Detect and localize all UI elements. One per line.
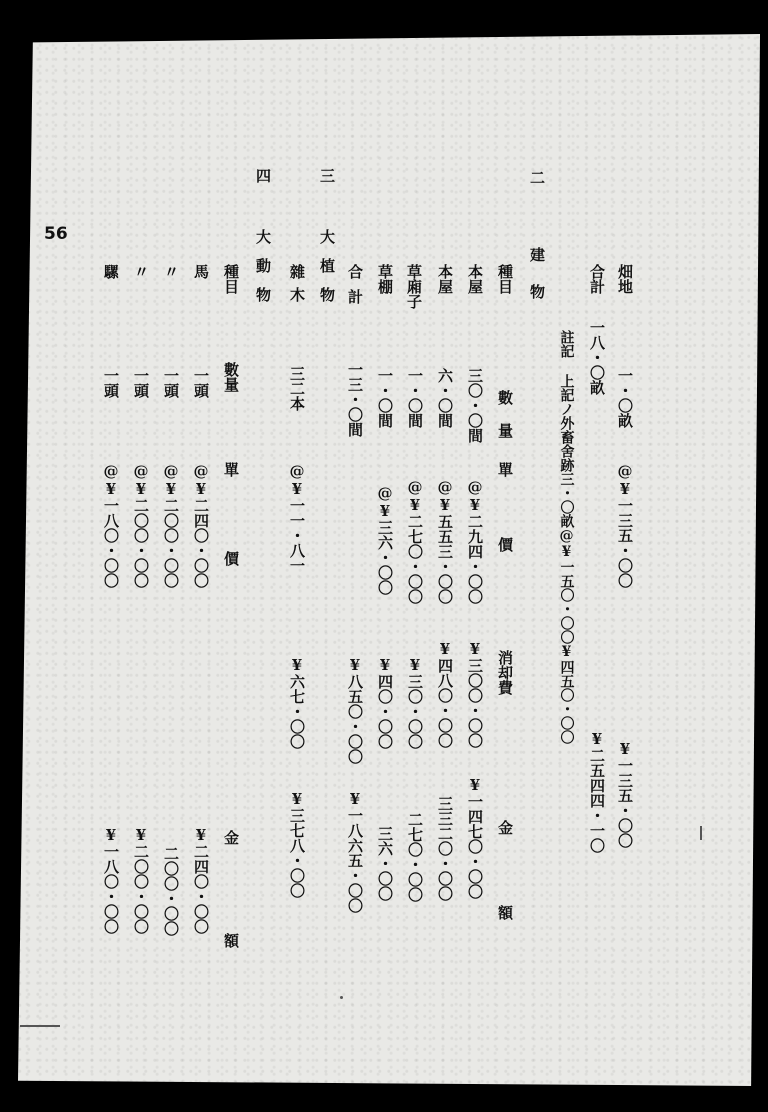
animal-unit-price: @¥二〇〇・〇〇	[132, 462, 150, 588]
animal-header-amount: 金額	[222, 830, 240, 1036]
building-qty: 一・〇間	[376, 368, 394, 428]
building-depreciation: ¥八五〇・〇〇	[346, 656, 364, 764]
animal-kind: 〃	[132, 264, 150, 279]
section-heading-buildings: 二 建物	[528, 170, 546, 321]
building-kind: 草廂子	[405, 264, 423, 309]
building-depreciation: ¥三〇・〇〇	[406, 656, 424, 749]
field-row-amount: ¥一三五・〇〇	[616, 740, 634, 848]
building-amount: 二七〇・〇〇	[406, 812, 424, 902]
scan-dot	[340, 996, 343, 999]
animal-qty: 一頭	[192, 368, 210, 398]
field-row-rate: @¥一三五・〇〇	[616, 462, 634, 588]
animal-unit-price: @¥二〇〇・〇〇	[162, 462, 180, 588]
building-amount: ¥一八六五・〇〇	[346, 790, 364, 913]
building-unit-price: @¥五五三・〇〇	[436, 478, 454, 604]
plant-amount: ¥三七八・〇〇	[288, 790, 306, 898]
animal-header-unit-price: 單價	[222, 462, 240, 640]
section-heading-plants: 三 大植物	[318, 168, 336, 316]
animal-unit-price: @¥一八〇・〇〇	[102, 462, 120, 588]
animal-amount: 二〇〇・〇〇	[162, 846, 180, 936]
building-qty: 一・〇間	[406, 368, 424, 428]
animal-qty: 一頭	[132, 368, 150, 398]
building-unit-price: @¥三六・〇〇	[376, 484, 394, 595]
building-depreciation: ¥四八〇・〇〇	[436, 640, 454, 748]
plant-qty: 三二本	[288, 366, 306, 411]
scan-mark	[700, 826, 702, 840]
building-depreciation: ¥三〇〇・〇〇	[466, 640, 484, 748]
header-amount: 金額	[496, 820, 514, 990]
plant-kind: 雜木	[288, 264, 306, 310]
building-unit-price: @¥二九四・〇〇	[466, 478, 484, 604]
animal-amount: ¥一八〇・〇〇	[102, 826, 120, 934]
building-amount: ¥一四七〇・〇〇	[466, 776, 484, 899]
building-qty: 三〇・〇間	[466, 368, 484, 443]
field-row-quantity: 一・〇畝	[616, 368, 634, 428]
animal-amount: ¥二〇〇・〇〇	[132, 826, 150, 934]
total-row-label: 合計	[588, 264, 606, 294]
scan-mark	[20, 1025, 60, 1027]
building-depreciation: ¥四〇・〇〇	[376, 656, 394, 749]
note-text: 註記 上記ノ外畜舍跡三・〇畝@¥一五〇・〇〇¥四五〇・〇〇	[558, 330, 575, 744]
animal-kind: 馬	[192, 264, 210, 279]
animal-kind: 〃	[162, 264, 180, 279]
building-kind: 合計	[346, 264, 364, 314]
field-row-label: 畑地	[616, 264, 634, 294]
building-amount: 三六・〇〇	[376, 826, 394, 901]
building-kind: 本屋	[466, 264, 484, 294]
animal-header-quantity: 數量	[222, 362, 240, 392]
header-kind: 種目	[496, 264, 514, 294]
header-quantity: 數量	[496, 390, 514, 456]
section-heading-animals: 四 大動物	[254, 168, 272, 316]
building-unit-price: @¥二七〇・〇〇	[406, 478, 424, 604]
building-amount: 三三二〇・〇〇	[436, 796, 454, 901]
animal-qty: 一頭	[102, 368, 120, 398]
plant-depreciation: ¥六七・〇〇	[288, 656, 306, 749]
animal-header-kind: 種目	[222, 264, 240, 294]
plant-unit-price: @¥一一・八一	[288, 462, 306, 573]
building-qty: 六・〇間	[436, 368, 454, 428]
animal-unit-price: @¥二四〇・〇〇	[192, 462, 210, 588]
animal-qty: 一頭	[162, 368, 180, 398]
building-qty: 一三・〇間	[346, 362, 364, 437]
animal-kind: 騾	[102, 264, 120, 279]
building-kind: 本屋	[436, 264, 454, 294]
header-depreciation: 消却費	[496, 650, 514, 695]
total-row-quantity: 一八・〇畝	[588, 320, 606, 395]
header-unit-price: 單價	[496, 462, 514, 612]
total-row-amount: ¥二五四四・一〇	[588, 730, 606, 853]
animal-amount: ¥二四〇・〇〇	[192, 826, 210, 934]
building-kind: 草棚	[376, 264, 394, 294]
page-number: 56	[44, 224, 68, 244]
